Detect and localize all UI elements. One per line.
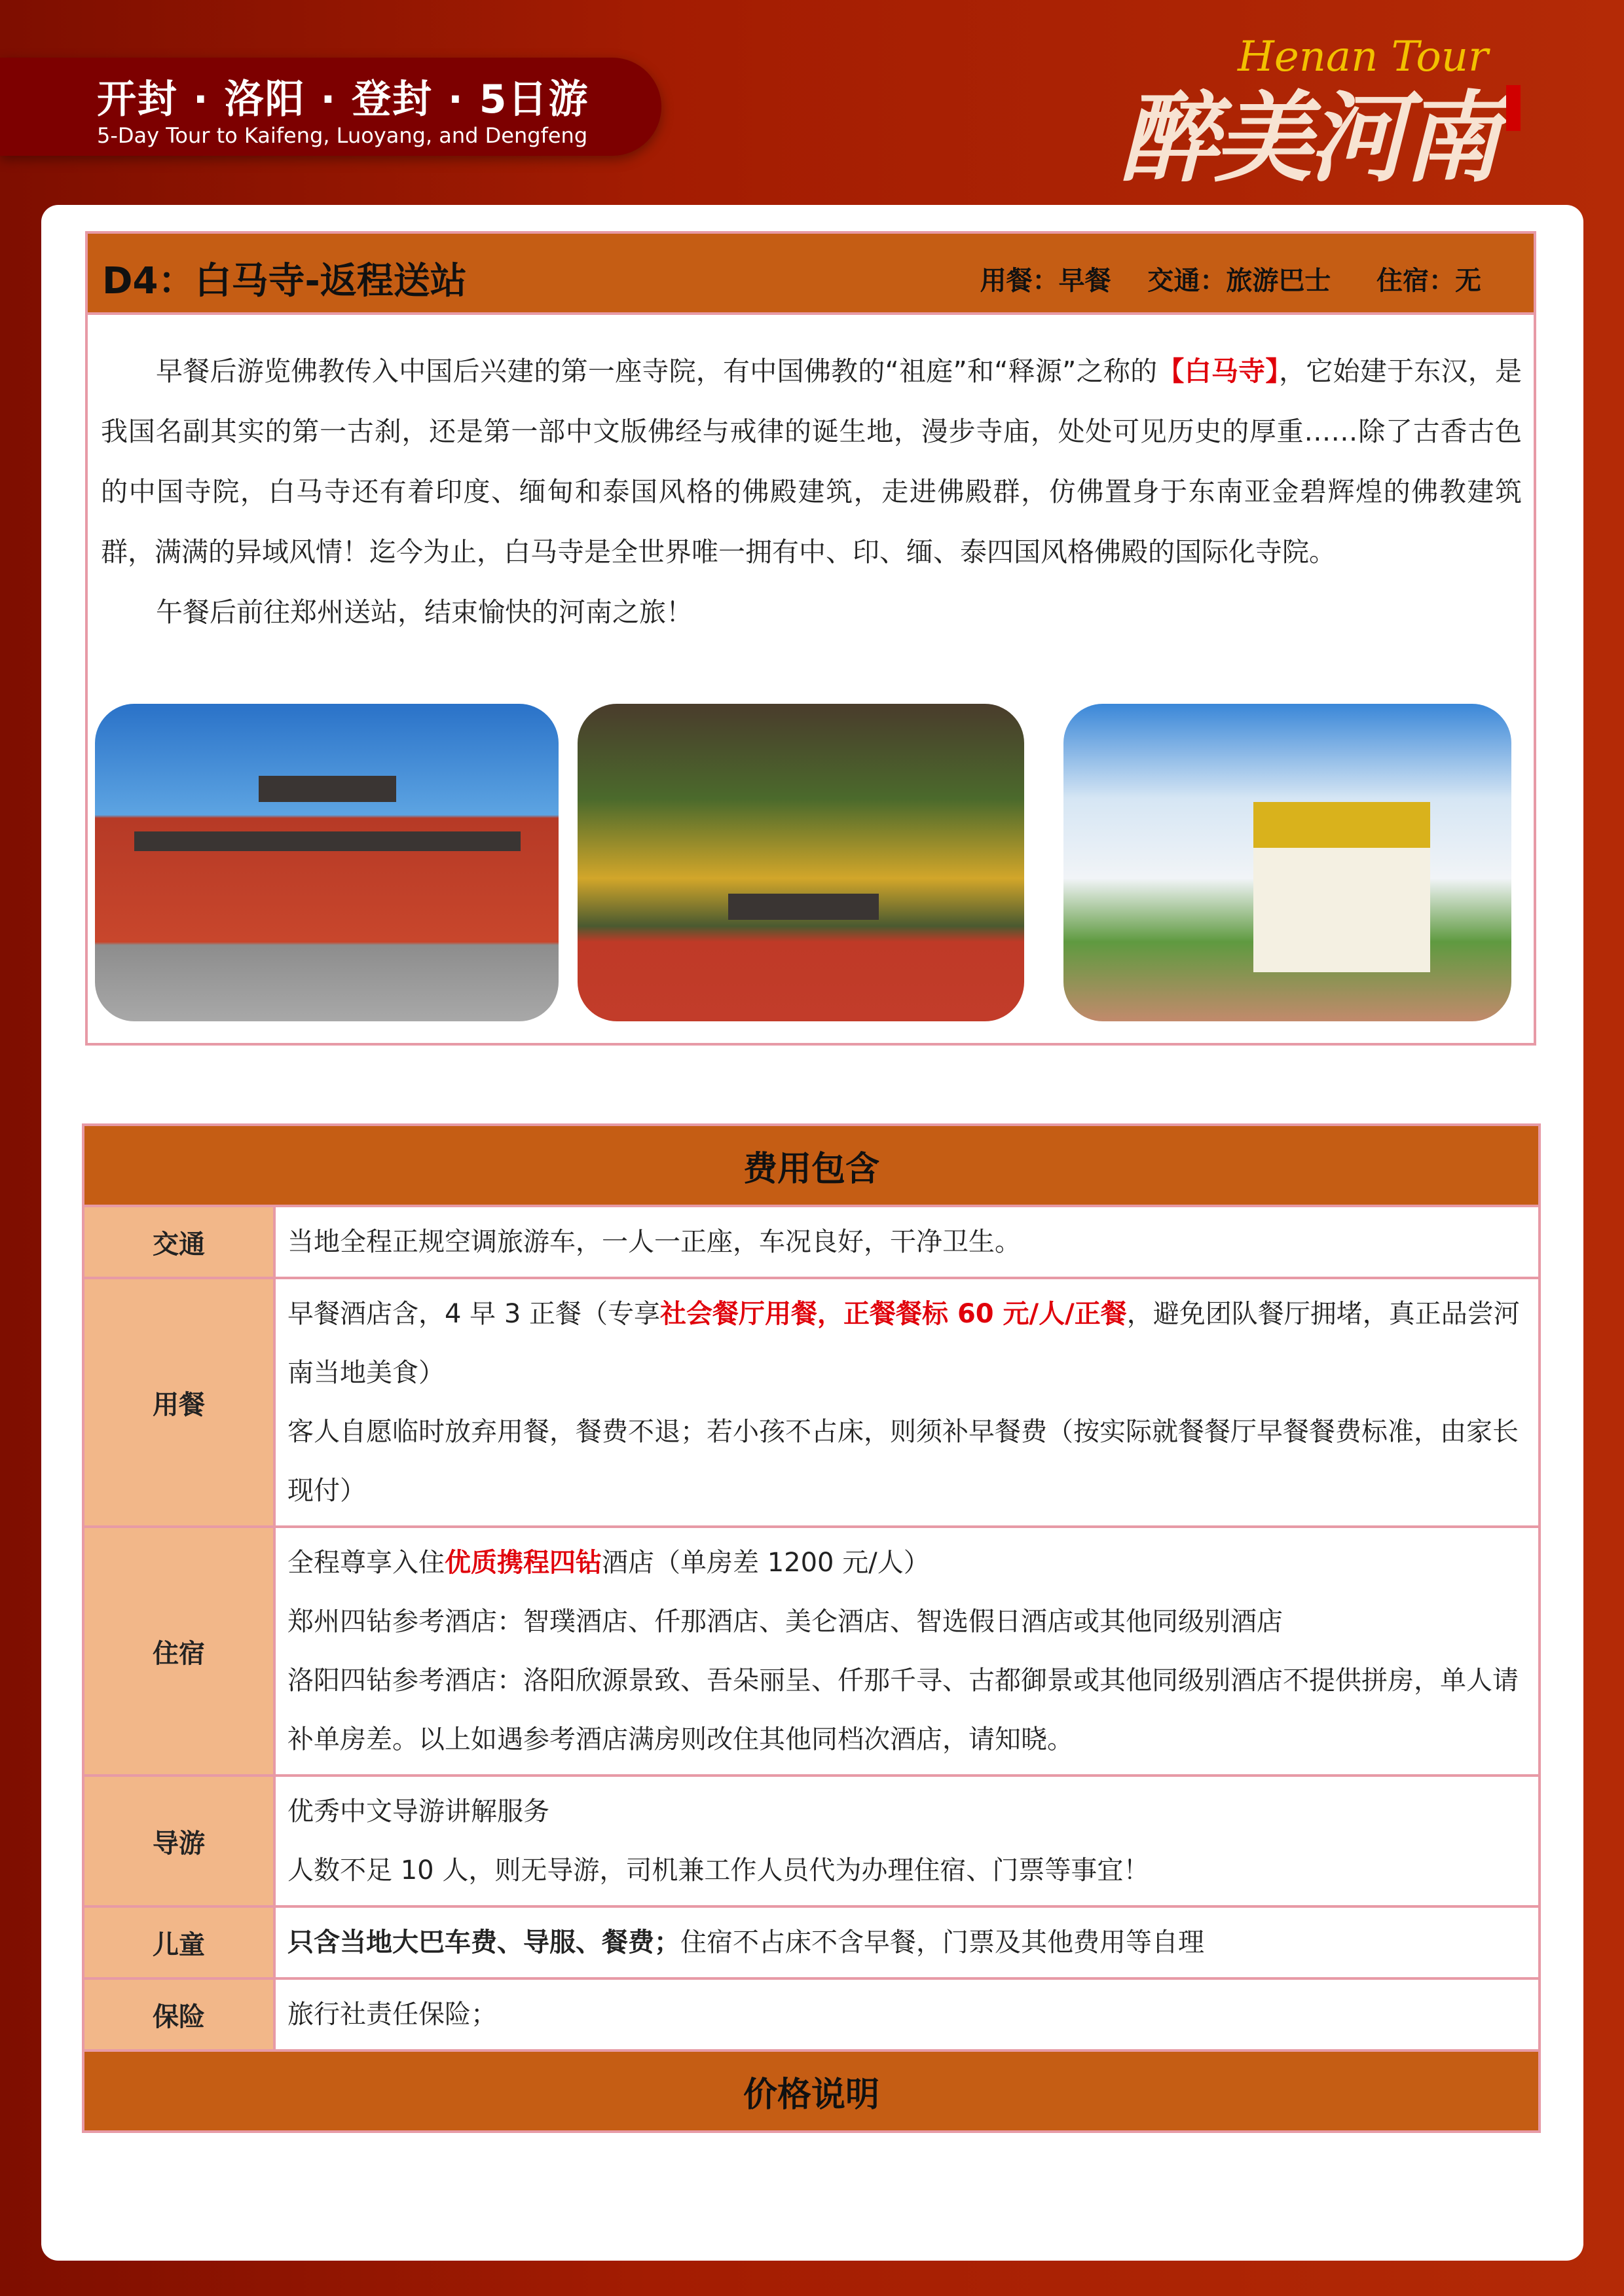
row-label: 保险	[83, 1978, 274, 2050]
day-header	[88, 234, 1534, 315]
logo-seal	[1506, 85, 1521, 131]
row-value	[274, 1527, 1540, 1776]
desc-text: 午餐后前往郑州送站，结束愉快的河南之旅！	[156, 596, 693, 628]
photo-white-horse-temple-gate	[95, 704, 559, 1021]
day-description	[101, 341, 1522, 642]
tour-title-banner	[0, 58, 661, 156]
row-label: 用餐	[83, 1278, 274, 1527]
text: 住宿不占床不含早餐，门票及其他费用等自理	[680, 1927, 1204, 1958]
text: 优秀中文导游讲解服务	[287, 1796, 549, 1827]
row-label: 儿童	[83, 1906, 274, 1978]
henan-tour-logo	[1113, 33, 1532, 196]
logo-script: Henan Tour	[1238, 33, 1488, 81]
desc-text: ，它始建于东汉，是我国名副其实的第一古刹，还是第一部中文版佛经与戒律的诞生地，漫步寺庙，处处可见历史的厚重……除了古香古色的中国寺院，白马寺还有着印度、缅甸和泰国风格的佛殿建筑，走进佛殿群，仿佛置身于东南亚金碧辉煌的佛教建筑群，满满的异域风情！迄今为止，白马寺是全世界唯一拥有中、印、缅、泰四国风格佛殿的国际化寺院。	[101, 355, 1522, 568]
tour-title-en: 5-Day Tour to Kaifeng, Luoyang, and Dengfeng	[97, 123, 588, 148]
row-value: 当地全程正规空调旅游车，一人一正座，车况良好，干净卫生。	[274, 1206, 1540, 1278]
photo-thai-style-hall	[1063, 704, 1511, 1021]
desc-text: 早餐后游览佛教传入中国后兴建的第一座寺院，有中国佛教的“祖庭”和“释源”之称的	[156, 355, 1158, 387]
row-value: 旅行社责任保险；	[274, 1978, 1540, 2050]
highlight: 优质携程四钻	[445, 1548, 602, 1578]
desc-highlight: 【白马寺】	[1157, 355, 1280, 387]
tour-title-cn: 开封 · 洛阳 · 登封 · 5日游	[97, 77, 589, 122]
day-title: D4：白马寺-返程送站	[102, 260, 467, 302]
text: 洛阳四钻参考酒店：洛阳欣源景致、吾朵丽呈、仟那千寻、古都御景或其他同级别酒店不提供拼房，单人请补单房差。以上如遇参考酒店满房则改住其他同档次酒店，请知晓。	[287, 1666, 1519, 1755]
row-value	[274, 1278, 1540, 1527]
row-label: 交通	[83, 1206, 274, 1278]
fee-included-table	[82, 1123, 1541, 2133]
bold-text: 只含当地大巴车费、导服、餐费；	[287, 1927, 680, 1958]
row-value	[274, 1776, 1540, 1906]
fee-table-title: 费用包含	[83, 1125, 1540, 1206]
text: ，避免团队餐厅拥堵，真正品尝河南当地美食）	[287, 1299, 1520, 1388]
day-meta: 用餐：早餐 交通：旅游巴士 住宿：无	[980, 266, 1481, 296]
text: 郑州四钻参考酒店：智璞酒店、仟那酒店、美仑酒店、智选假日酒店或其他同级别酒店	[287, 1607, 1283, 1637]
text: 客人自愿临时放弃用餐，餐费不退；若小孩不占床，则须补早餐费（按实际就餐餐厅早餐餐费标准，由家长现付）	[287, 1417, 1519, 1506]
row-label: 住宿	[83, 1527, 274, 1776]
text: 全程尊享入住	[287, 1548, 445, 1578]
price-section-title: 价格说明	[83, 2050, 1540, 2132]
row-value	[274, 1906, 1540, 1978]
text: 酒店（单房差 1200 元/人）	[602, 1548, 930, 1578]
logo-text: 醉美河南	[1120, 81, 1498, 196]
row-label: 导游	[83, 1776, 274, 1906]
text: 人数不足 10 人，则无导游，司机兼工作人员代为办理住宿、门票等事宜！	[287, 1855, 1150, 1886]
photo-temple-aerial	[578, 704, 1024, 1021]
highlight: 社会餐厅用餐，正餐餐标 60 元/人/正餐	[660, 1299, 1127, 1329]
text: 早餐酒店含，4 早 3 正餐（专享	[287, 1299, 661, 1329]
